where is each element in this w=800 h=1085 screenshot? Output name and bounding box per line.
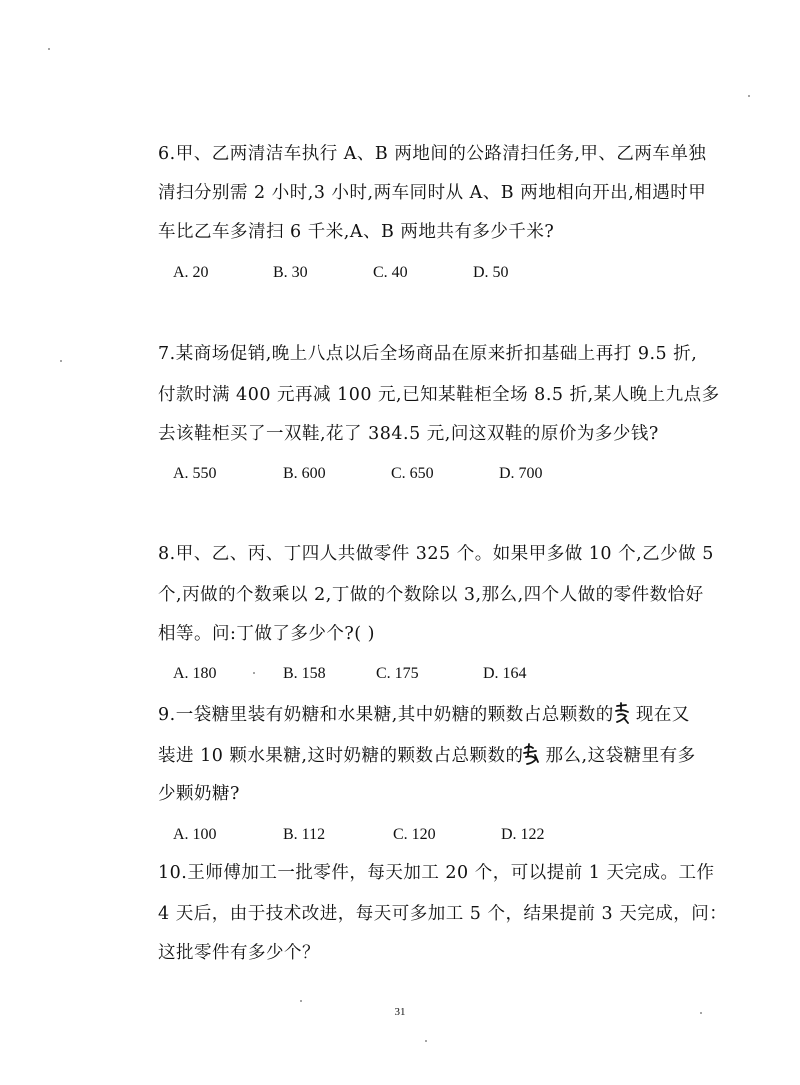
scan-speck <box>60 360 62 362</box>
q10-line-2: 4 天后，由于技术改进，每天可多加工 5 个，结果提前 3 天完成，问： <box>158 904 728 924</box>
scan-speck <box>48 48 50 50</box>
q7-option-d: D. 700 <box>499 465 543 482</box>
q7-option-b: B. 600 <box>283 465 326 482</box>
scan-speck <box>748 95 750 97</box>
q7-option-c: C. 650 <box>391 465 434 482</box>
q8-option-b: B. 158 <box>283 665 326 682</box>
q8-line-3: 相等。问:丁做了多少个?( ) <box>158 624 375 644</box>
q9-line-2 <box>158 743 696 768</box>
q7-option-a: A. 550 <box>173 465 217 482</box>
q8-option-c: C. 175 <box>376 665 419 682</box>
q6-option-a: A. 20 <box>173 264 209 281</box>
page-number: 31 <box>394 1006 406 1018</box>
q7-line-3: 去该鞋柜买了一双鞋,花了 384.5 元,问这双鞋的原价为多少钱? <box>158 424 659 444</box>
q9-option-a: A. 100 <box>173 826 217 843</box>
q9-line-1-text: 9.一袋糖里装有奶糖和水果糖,其中奶糖的颗数占总颗数的 <box>158 705 614 725</box>
q9-line-2-text: 装进 10 颗水果糖,这时奶糖的颗数占总颗数的 <box>158 746 524 766</box>
q8-option-d: D. 164 <box>483 665 527 682</box>
q6-option-c: C. 40 <box>373 264 408 281</box>
q10-line-1: 10.王师傅加工一批零件，每天加工 20 个，可以提前 1 天完成。工作 <box>158 863 715 883</box>
q10-line-3: 这批零件有多少个？ <box>158 943 320 963</box>
q9-option-d: D. 122 <box>501 826 545 843</box>
q6-line-1: 6.甲、乙两清洁车执行 A、B 两地间的公路清扫任务,甲、乙两车单独 <box>158 144 707 164</box>
q6-line-3: 车比乙车多清扫 6 千米,A、B 两地共有多少千米? <box>158 222 555 242</box>
q8-line-2: 个,丙做的个数乘以 2,丁做的个数除以 3,那么,四个人做的零件数恰好 <box>158 585 704 605</box>
q6-line-2: 清扫分别需 2 小时,3 小时,两车同时从 A、B 两地相向开出,相遇时甲 <box>158 183 707 203</box>
scan-speck <box>300 1000 302 1002</box>
q9-line-2-tail: 那么,这袋糖里有多 <box>545 746 696 766</box>
scan-speck <box>253 672 255 674</box>
q6-option-d: D. 50 <box>473 264 509 281</box>
q6-option-b: B. 30 <box>273 264 308 281</box>
handwritten-fraction-mark <box>614 702 630 724</box>
q9-option-b: B. 112 <box>283 826 326 843</box>
scan-speck <box>700 1012 702 1014</box>
q7-line-2: 付款时满 400 元再减 100 元,已知某鞋柜全场 8.5 折,某人晚上九点多 <box>158 385 720 405</box>
q8-option-a: A. 180 <box>173 665 217 682</box>
q9-option-c: C. 120 <box>393 826 436 843</box>
q9-line-1-tail: 现在又 <box>635 705 690 725</box>
q7-line-1: 7.某商场促销,晚上八点以后全场商品在原来折扣基础上再打 9.5 折, <box>158 344 698 364</box>
q9-line-3: 少颗奶糖? <box>158 784 240 804</box>
handwritten-fraction-mark <box>523 743 539 765</box>
q8-line-1: 8.甲、乙、丙、丁四人共做零件 325 个。如果甲多做 10 个,乙少做 5 <box>158 544 714 564</box>
scan-speck <box>425 1040 427 1042</box>
q9-line-1 <box>158 702 690 727</box>
